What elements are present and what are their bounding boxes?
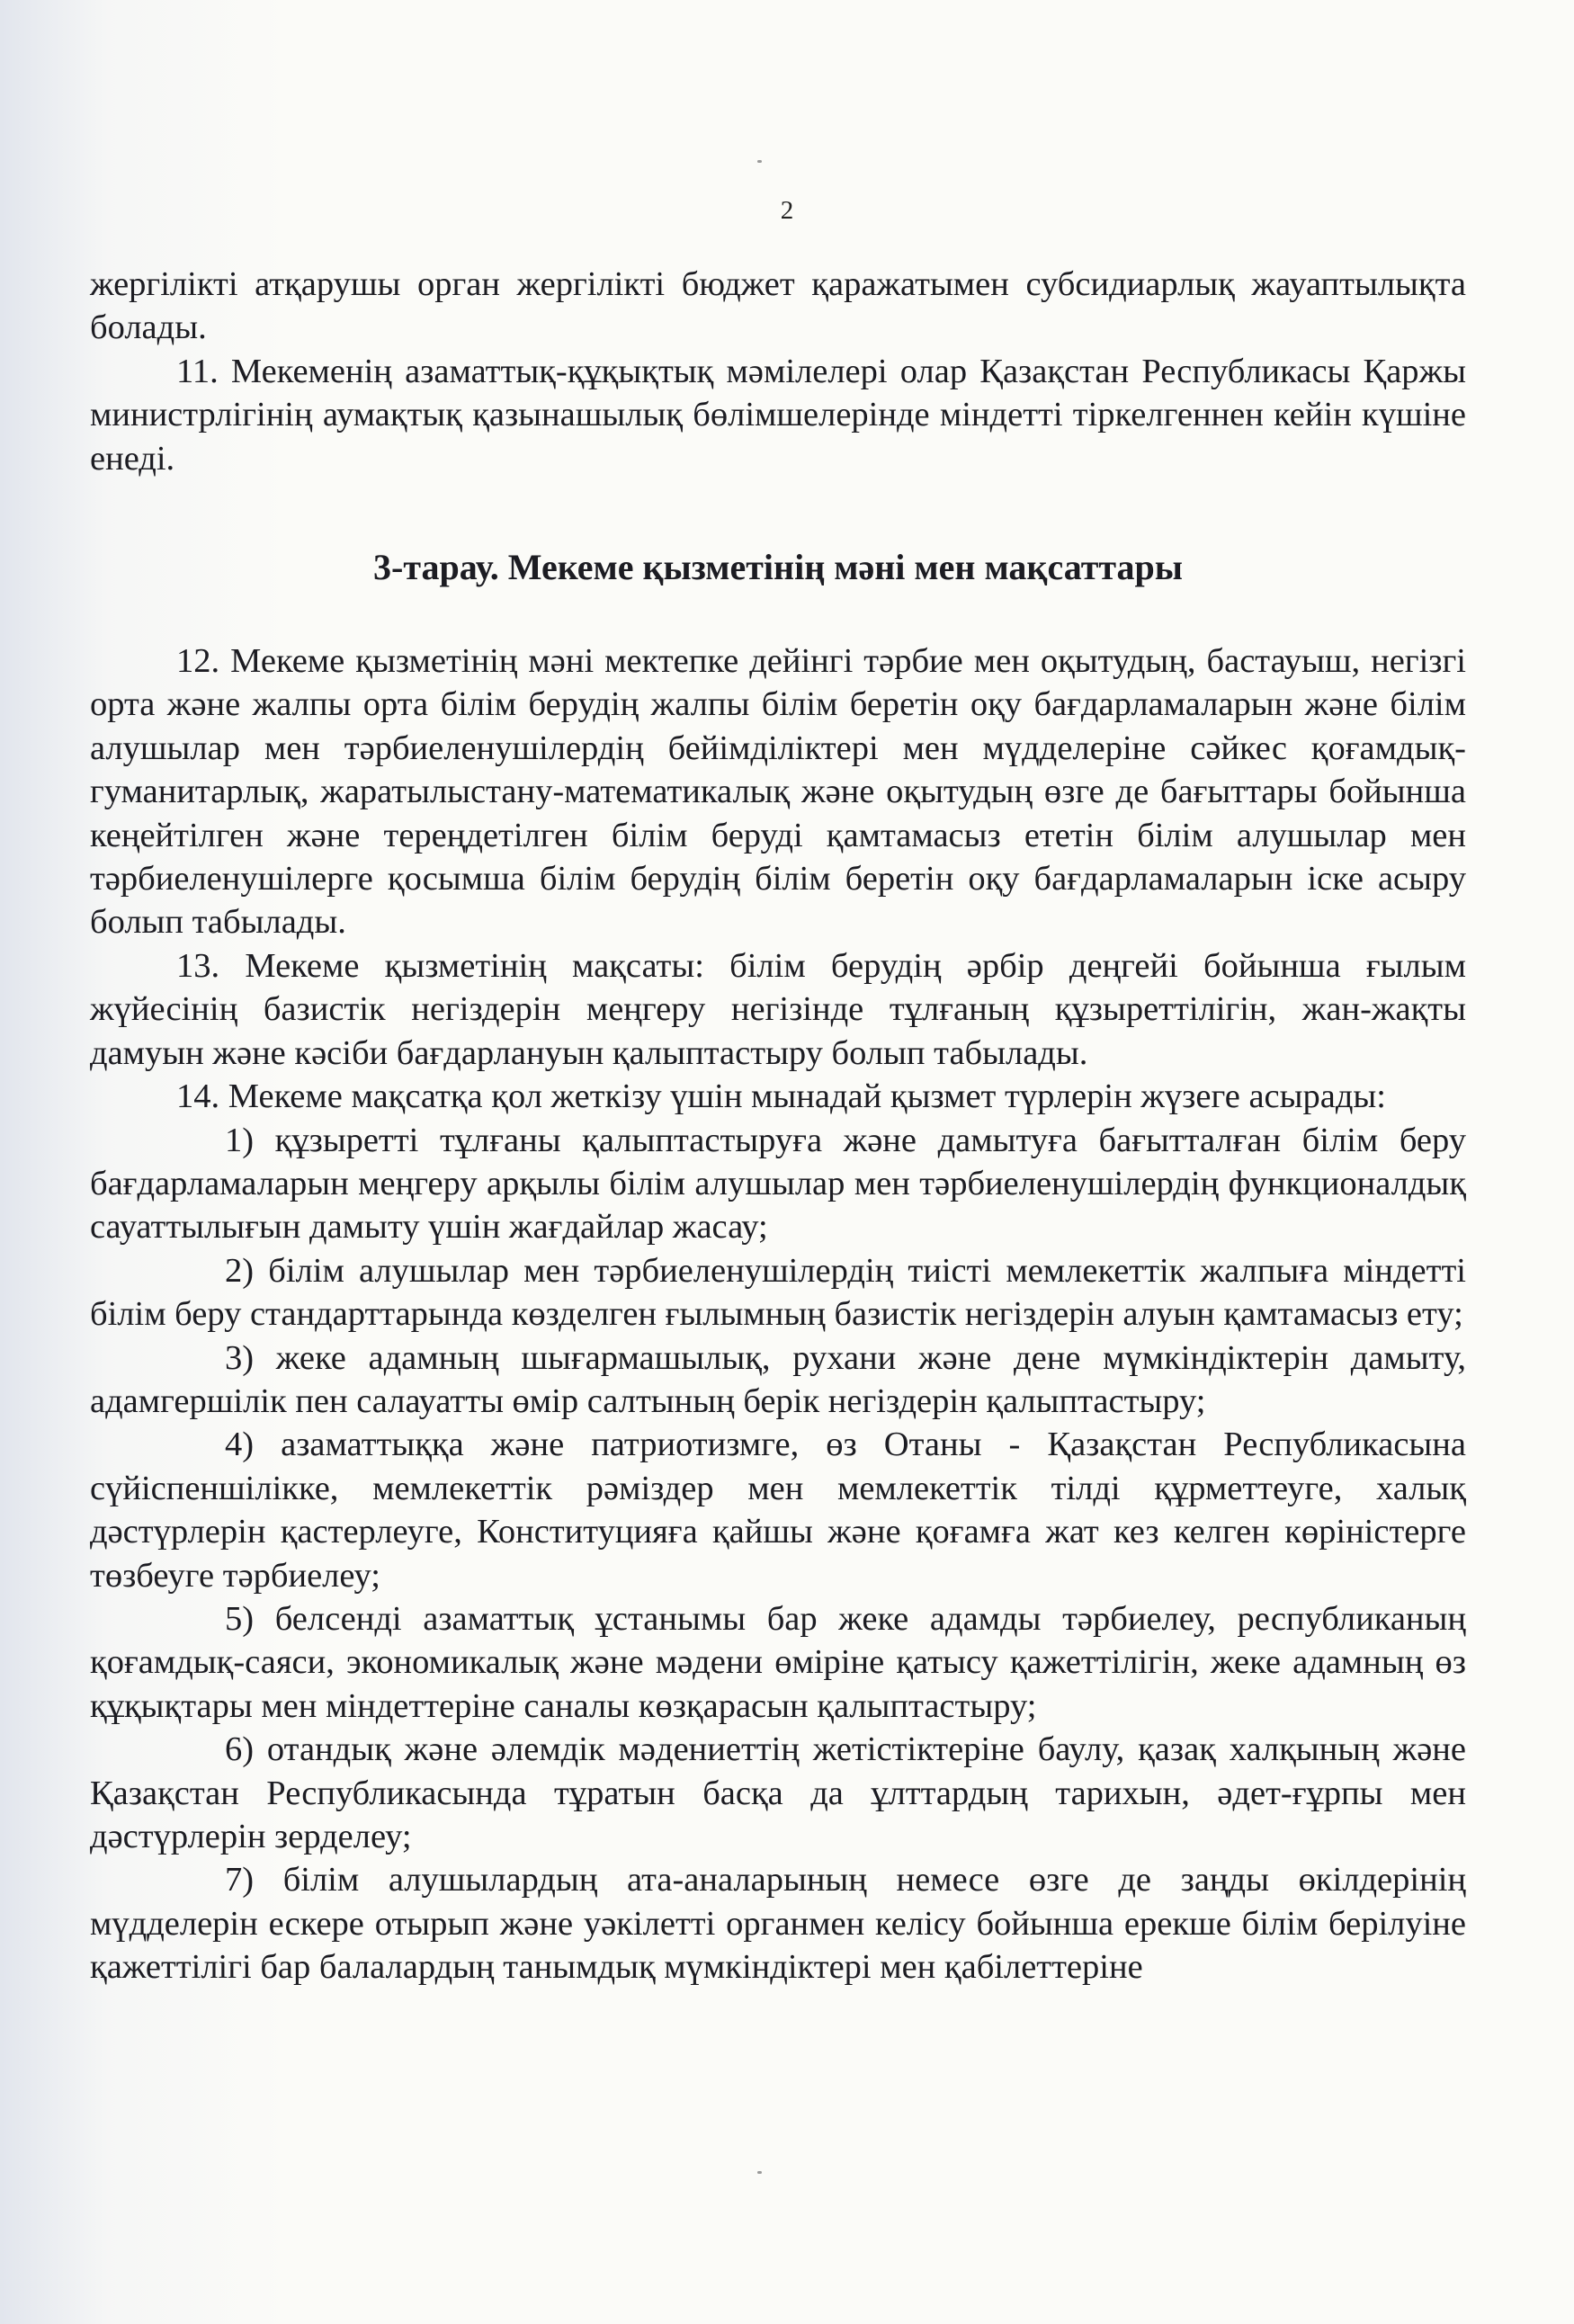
paragraph-continuation: жергілікті атқарушы орган жергілікті бюджет қаражатымен субсидиарлық жауаптылықта болады. — [90, 265, 1466, 347]
scan-speck — [757, 2171, 762, 2174]
list-item: 4) азаматтыққа және патриотизмге, өз Отаны - Қазақстан Республикасына сүйіспеншілікке, мемлекеттік рәміздер мен мемлекеттік тілді құрметтеуге, халық дәстүрлерін қастерлеуге, Конституцияға қайшы және қоғамға жат кез келген көріністерге төзбеуге тәрбиелеу; — [90, 1426, 1466, 1595]
document-body — [90, 263, 1466, 1989]
paragraph-14: 14. Мекеме мақсатқа қол жеткізу үшін мынадай қызмет түрлерін жүзеге асырады: — [176, 1077, 1386, 1116]
chapter-heading: 3-тарау. Мекеме қызметінің мәні мен мақсаттары — [373, 547, 1183, 588]
list-item: 6) отандық және әлемдік мәдениеттің жетістіктеріне баулу, қазақ халқының және Қазақстан Республикасында тұратын басқа да ұлттардың тарихын, әдет-ғұрпы мен дәстүрлерін зерделеу; — [90, 1730, 1466, 1855]
list-item: 3) жеке адамның шығармашылық, рухани және дене мүмкіндіктерін дамыту, адамгершілік пен салауатты өмір салтының берік негіздерін қалыптастыру; — [90, 1338, 1466, 1420]
list-item: 2) білім алушылар мен тәрбиеленушілердің тиісті мемлекеттік жалпыға міндетті білім беру стандарттарында көзделген ғылымның базистік негіздерін алуын қамтамасыз ету; — [90, 1251, 1466, 1334]
paragraph-11: 11. Мекеменің азаматтық-құқықтық мәмілелері олар Қазақстан Республикасы Қаржы министрлігінің аумақтық қазынашылық бөлімшелерінде міндетті тіркелгеннен кейін күшіне енеді. — [90, 352, 1466, 478]
paragraph-13: 13. Мекеме қызметінің мақсаты: білім берудің әрбір деңгейі бойынша ғылым жүйесінің базистік негіздерін меңгеру негізінде тұлғаның құзыреттілігін, жан-жақты дамуын және кәсіби бағдарлануын қалыптастыру болып табылады. — [90, 946, 1466, 1072]
list-item: 5) белсенді азаматтық ұстанымы бар жеке адамды тәрбиелеу, республиканың қоғамдық-саяси, экономикалық және мәдени өміріне қатысу қажеттілігін, жеке адамның өз құқықтары мен міндеттеріне саналы көзқарасын қалыптастыру; — [90, 1599, 1466, 1725]
list-item: 7) білім алушылардың ата-аналарының немесе өзге де заңды өкілдерінің мүдделерін ескере отырып және уәкілетті органмен келісу бойынша ерекше білім берілуіне қажеттілігі бар балалардың танымдық мүмкіндіктері мен қабілеттеріне — [90, 1861, 1466, 1987]
list-item: 1) құзыретті тұлғаны қалыптастыруға және дамытуға бағытталған білім беру бағдарламаларын меңгеру арқылы білім алушылар мен тәрбиеленушілердің функционалдық сауаттылығын дамыту үшін жағдайлар жасау; — [90, 1121, 1466, 1247]
scan-speck — [757, 160, 762, 163]
page-number: 2 — [780, 196, 794, 225]
paragraph-12: 12. Мекеме қызметінің мәні мектепке дейінгі тәрбие мен оқытудың, бастауыш, негізгі орта және жалпы орта білім берудің жалпы білім беретін оқу бағдарламаларын және білім алушылар мен тәрбиеленушілердің бейімділіктері мен мүдделеріне сәйкес қоғамдық-гуманитарлық, жаратылыстану-математикалық және оқытудың өзге де бағыттары бойынша кеңейтілген және тереңдетілген білім беруді қамтамасыз ететін білім алушылар мен тәрбиеленушілерге қосымша білім берудің білім беретін оқу бағдарламаларын іске асыру болып табылады. — [90, 642, 1466, 942]
